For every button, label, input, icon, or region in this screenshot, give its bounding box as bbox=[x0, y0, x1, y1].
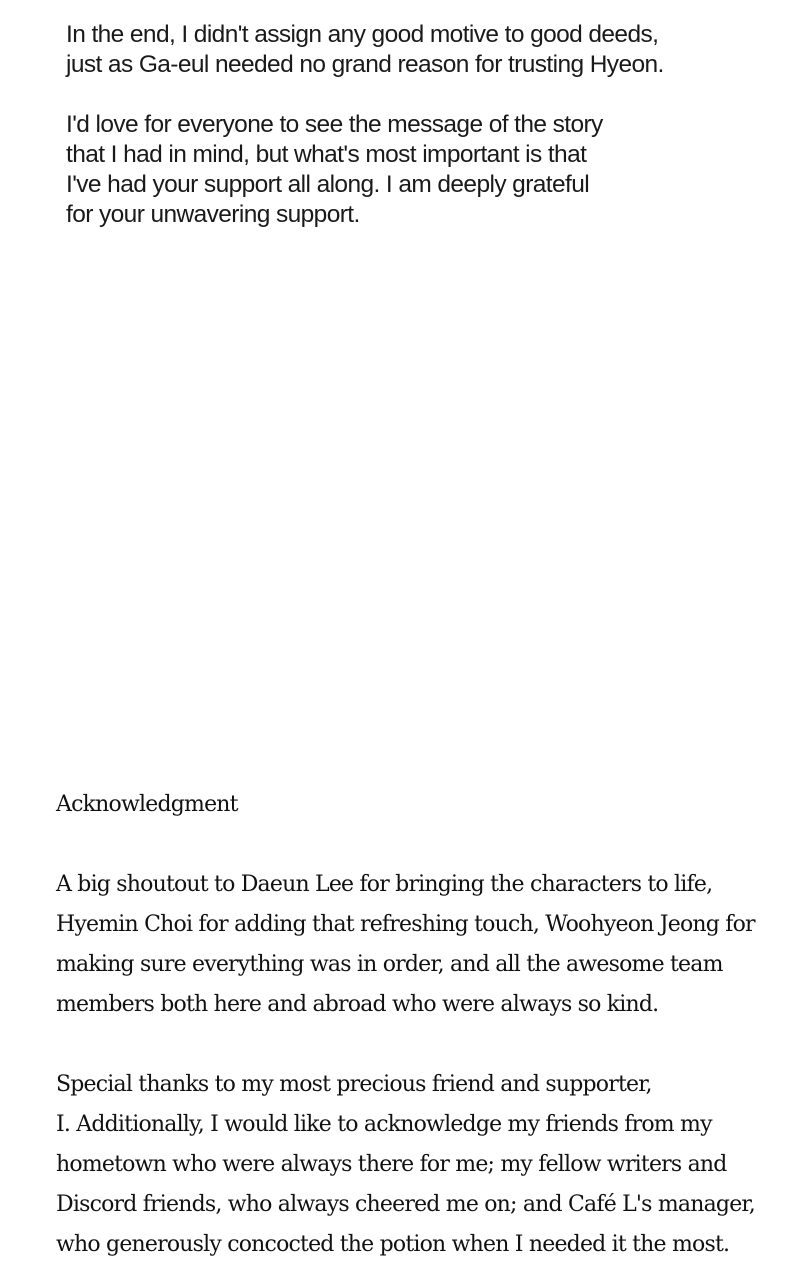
ack-p1-line-4: members both here and abroad who were always so kind. bbox=[56, 992, 659, 1017]
intro-p2-line-3: I've had your support all along. I am deeply grateful bbox=[66, 171, 590, 198]
ack-p2-line-1: Special thanks to my most precious friend and supporter, bbox=[56, 1072, 652, 1097]
intro-p1-line-1: In the end, I didn't assign any good motive to good deeds, bbox=[66, 21, 659, 48]
intro-p2-line-4: for your unwavering support. bbox=[66, 201, 360, 228]
paragraph-gap bbox=[56, 1025, 786, 1065]
acknowledgment-heading: Acknowledgment bbox=[56, 792, 238, 817]
paragraph-gap bbox=[56, 825, 786, 865]
ack-p2-line-5: who generously concocted the potion when I needed it the most. bbox=[56, 1232, 730, 1257]
intro-text-block bbox=[66, 20, 766, 230]
intro-p2-line-1: I'd love for everyone to see the message of the story bbox=[66, 111, 603, 138]
paragraph-gap bbox=[66, 80, 766, 110]
ack-p1-line-3: making sure everything was in order, and all the awesome team bbox=[56, 952, 723, 977]
ack-p1-line-2: Hyemin Choi for adding that refreshing touch, Woohyeon Jeong for bbox=[56, 912, 755, 937]
intro-p1-line-2: just as Ga-eul needed no grand reason for trusting Hyeon. bbox=[66, 51, 664, 78]
ack-p2-line-2: I. Additionally, I would like to acknowledge my friends from my bbox=[56, 1112, 712, 1137]
intro-p2-line-2: that I had in mind, but what's most important is that bbox=[66, 141, 587, 168]
ack-p2-line-3: hometown who were always there for me; my fellow writers and bbox=[56, 1152, 727, 1177]
acknowledgment-block bbox=[56, 785, 786, 1265]
ack-p2-line-4: Discord friends, who always cheered me on; and Café L's manager, bbox=[56, 1192, 755, 1217]
ack-p1-line-1: A big shoutout to Daeun Lee for bringing the characters to life, bbox=[56, 872, 713, 897]
